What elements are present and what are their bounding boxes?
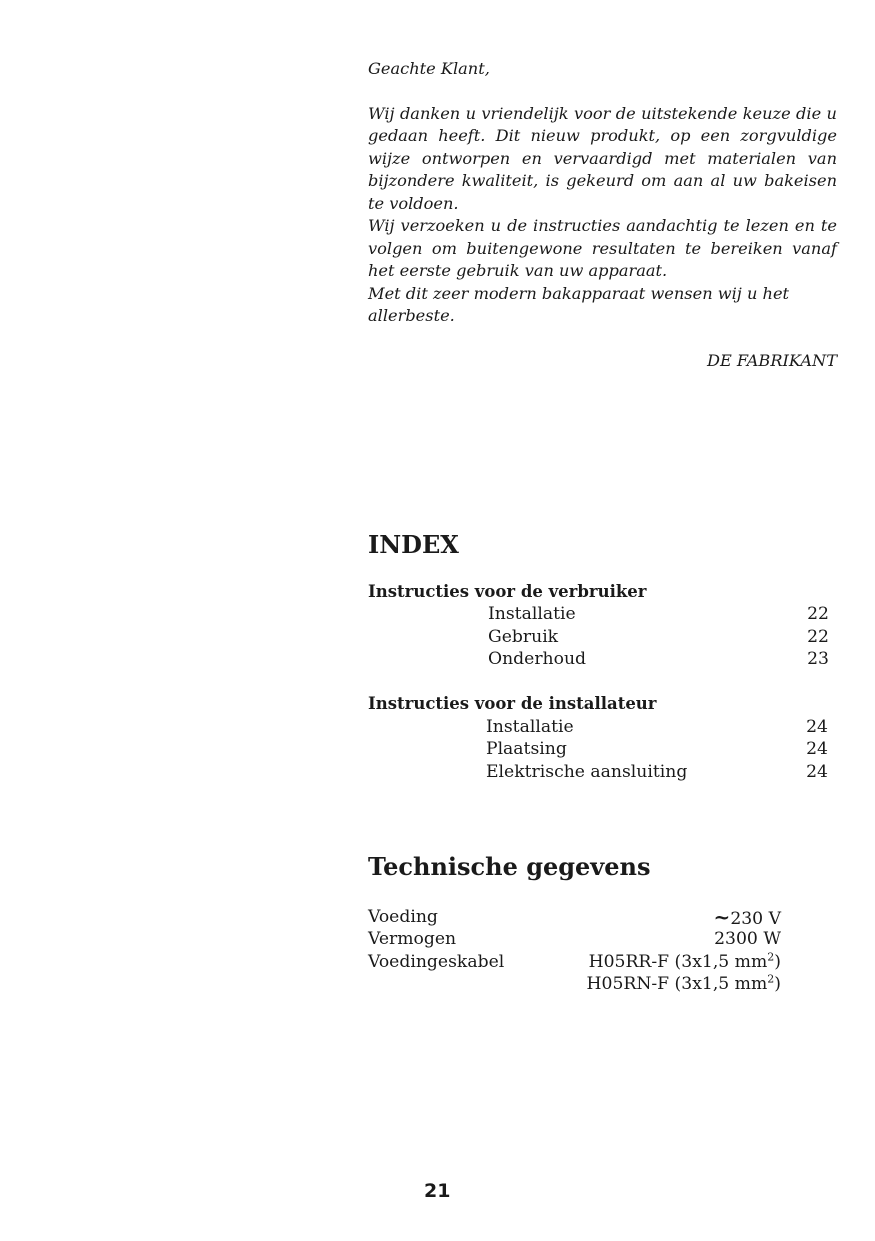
salutation: Geachte Klant,	[368, 59, 490, 78]
index-entry-page: 24	[806, 717, 828, 737]
index-entry-page: 24	[806, 739, 828, 759]
index-entry-label: Gebruik	[488, 627, 559, 647]
index-title: INDEX	[368, 530, 459, 559]
letter-paragraph-1: Wij danken u vriendelijk voor de uitstekende keuze die u gedaan heeft. Dit nieuw produkt, op een zorgvuldige wijze ontworpen en vervaardigd met materialen van bijzondere kwaliteit, is gekeurd om aan al uw bakeisen te voldoen.	[368, 103, 837, 213]
cable-exponent: 2	[767, 950, 775, 964]
supply-voltage: 230 V	[730, 909, 781, 929]
cable-suffix: )	[774, 952, 781, 972]
spec-value-cable-1	[589, 952, 781, 972]
welcome-letter	[368, 58, 837, 372]
spec-value-cable-2	[587, 974, 781, 994]
spec-label-cable: Voedingeskabel	[368, 952, 505, 972]
cable-suffix: )	[774, 974, 781, 994]
index-entry-label: Installatie	[486, 717, 574, 737]
letter-paragraph-2: Wij verzoeken u de instructies aandachtig te lezen en te volgen om buitengewone resultaten te bereiken vanaf het eerste gebruik van uw apparaat.	[368, 216, 837, 280]
signature: DE FABRIKANT	[706, 350, 837, 370]
index-entry-label: Plaatsing	[486, 739, 567, 759]
cable-type-2: H05RN-F (3x1,5 mm	[586, 974, 768, 994]
index-entry-page: 22	[807, 627, 829, 647]
page-number: 21	[424, 1180, 451, 1202]
spec-label-power: Vermogen	[368, 929, 457, 949]
cable-exponent: 2	[767, 972, 775, 986]
technical-data-title: Technische gegevens	[368, 852, 651, 881]
index-section-installer: Instructies voor de installateur	[368, 694, 657, 713]
index-entry-page: 22	[807, 604, 829, 624]
letter-paragraph-3: Met dit zeer modern bakapparaat wensen wij u het allerbeste.	[368, 283, 790, 325]
spec-label-supply: Voeding	[368, 907, 438, 927]
index-entry-label: Installatie	[488, 604, 576, 624]
index-section-consumer: Instructies voor de verbruiker	[368, 582, 647, 601]
index-entry-page: 24	[806, 762, 828, 782]
ac-symbol-icon: ~	[713, 905, 731, 929]
index-entry-label: Onderhoud	[488, 649, 587, 669]
spec-value-supply	[714, 907, 781, 929]
cable-type-1: H05RR-F (3x1,5 mm	[588, 952, 768, 972]
index-entry-page: 23	[807, 649, 829, 669]
spec-value-power: 2300 W	[714, 929, 781, 949]
index-entry-label: Elektrische aansluiting	[486, 762, 688, 782]
